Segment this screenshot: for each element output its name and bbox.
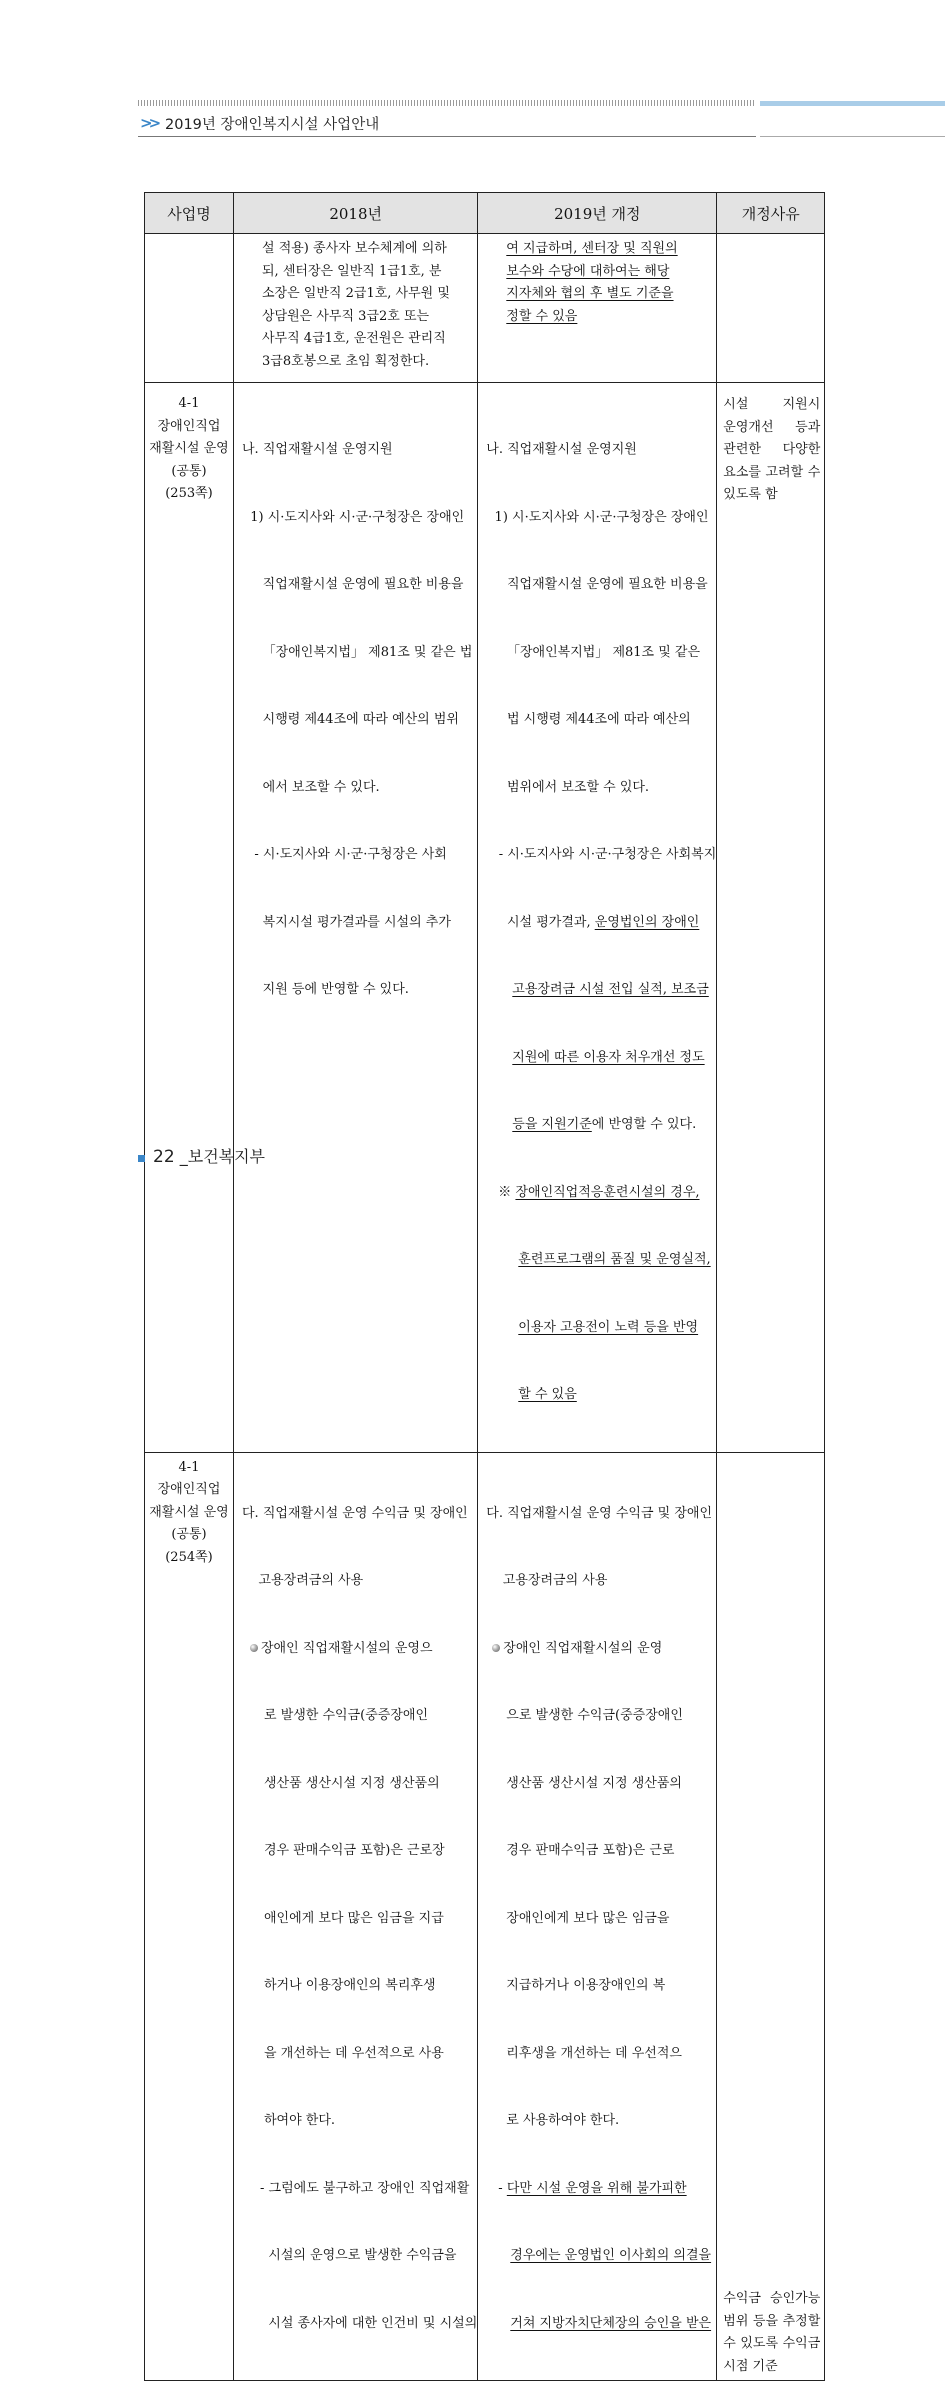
business-scope: (공통) xyxy=(171,463,207,479)
business-code: 4-1 xyxy=(178,396,200,411)
revised-text-segment: 장애인직업적응훈련시설의 경우, xyxy=(515,1184,700,1200)
cell-2019 xyxy=(478,234,717,383)
reason-cell xyxy=(717,234,825,383)
revised-text-line: 지원에 따른 이용자 처우개선 정도 xyxy=(512,1049,705,1065)
text-line: 「장애인복지법」 제81조 및 같은 법 xyxy=(242,644,473,660)
section-heading: 고용장려금의 사용 xyxy=(486,1573,608,1588)
text-line: - 그럼에도 불구하고 장애인 직업재활 xyxy=(260,2180,470,2196)
footer-separator: _ xyxy=(179,1147,188,1166)
page-number: 22 xyxy=(153,1147,175,1167)
revised-text-line: 정할 수 있음 xyxy=(506,308,578,324)
bullet-icon xyxy=(492,1644,500,1652)
text-line: 설 적용) 종사자 보수체계에 의하 xyxy=(262,241,447,256)
page-footer xyxy=(153,1144,265,1167)
text-line: 되, 센터장은 일반직 1급1호, 분 xyxy=(262,263,442,279)
revised-text-line: 지자체와 협의 후 별도 기준을 xyxy=(506,286,674,301)
text-line: 상담원은 사무직 3급2호 또는 xyxy=(262,308,430,324)
business-scope: (공통) xyxy=(171,1527,207,1542)
text-line: 3급8호봉으로 초임 획정한다. xyxy=(262,353,430,369)
footer-square-icon xyxy=(138,1155,145,1162)
text-line: 생산품 생산시설 지정 생산품의 xyxy=(506,1775,682,1791)
text-line: 로 발생한 수익금(중증장애인 xyxy=(264,1708,429,1723)
text-line: 하거나 이용장애인의 복리후생 xyxy=(264,1978,436,1993)
business-name-cell xyxy=(145,1452,234,2381)
section-heading: 다. 직업재활시설 운영 수익금 및 장애인 xyxy=(242,1505,468,1521)
text-line: 리후생을 개선하는 데 우선적으 xyxy=(506,2045,682,2061)
cell-2018 xyxy=(234,234,478,383)
cell-2018 xyxy=(234,1452,478,2381)
text-segment: 에 반영할 수 있다. xyxy=(591,1117,697,1132)
text-line: 생산품 생산시설 지정 생산품의 xyxy=(264,1775,440,1791)
cell-2019 xyxy=(478,383,717,1453)
revised-text-line: - 다만 시설 운영을 위해 불가피한 xyxy=(498,2180,687,2196)
text-line: 시설 종사자에 대한 인건비 및 시설의 xyxy=(260,2315,478,2331)
text-line: 경우 판매수익금 포함)은 근로장 xyxy=(264,1843,445,1858)
header-rule xyxy=(138,136,756,137)
text-line: 소장은 일반직 2급1호, 사무원 및 xyxy=(262,286,450,301)
text-line: 범위에서 보조할 수 있다. xyxy=(486,779,650,795)
column-header: 개정사유 xyxy=(717,193,825,234)
text-line: 1) 시·도지사와 시·군·구청장은 장애인 xyxy=(486,509,709,525)
bullet-icon xyxy=(250,1644,258,1652)
text-line: 사무직 4급1호, 운전원은 관리직 xyxy=(262,331,446,346)
text-line: 직업재활시설 운영에 필요한 비용을 xyxy=(242,577,464,592)
table-row xyxy=(145,1452,825,2381)
text-line: 지원 등에 반영할 수 있다. xyxy=(242,982,409,997)
revision-table xyxy=(144,192,825,2381)
revised-text-line: 여 지급하며, 센터장 및 직원의 xyxy=(506,241,678,256)
text-line: 지급하거나 이용장애인의 복 xyxy=(506,1978,666,1993)
text-line: 으로 발생한 수익금(중증장애인 xyxy=(506,1708,683,1723)
section-heading: 다. 직업재활시설 운영 수익금 및 장애인 xyxy=(486,1505,713,1521)
text-line: 장애인에게 보다 많은 임금을 xyxy=(506,1910,670,1926)
double-chevron-icon: >> xyxy=(140,114,158,132)
header-stripe xyxy=(138,100,756,106)
reason-cell xyxy=(717,1452,825,2381)
revised-text-line: 보수와 수당에 대하여는 해당 xyxy=(506,263,670,279)
table-row xyxy=(145,234,825,383)
publisher-name: 보건복지부 xyxy=(187,1147,266,1166)
text-line: 시설의 운영으로 발생한 수익금을 xyxy=(260,2248,457,2263)
dash-mark: - xyxy=(498,2180,507,2196)
running-header-title: 2019년 장애인복지시설 사업안내 xyxy=(165,117,380,133)
text-segment: 시설 평가결과, xyxy=(486,914,595,930)
business-name-cell xyxy=(145,234,234,383)
text-line: 을 개선하는 데 우선적으로 사용 xyxy=(264,2045,444,2061)
text-line: 직업재활시설 운영에 필요한 비용을 xyxy=(486,577,708,592)
header-rule-right xyxy=(760,136,945,137)
revised-text-line: 할 수 있음 xyxy=(518,1387,577,1402)
text-line: 시행령 제44조에 따라 예산의 범위 xyxy=(242,712,459,727)
text-line: 애인에게 보다 많은 임금을 지급 xyxy=(264,1910,444,1926)
section-heading: 나. 직업재활시설 운영지원 xyxy=(242,442,393,457)
revised-text-segment: 등을 지원기준 xyxy=(512,1117,592,1132)
text-line: 에서 보조할 수 있다. xyxy=(242,779,380,795)
revised-text-segment: 운영법인의 장애인 xyxy=(594,914,700,930)
text-line: 「장애인복지법」 제81조 및 같은 xyxy=(486,644,701,660)
revision-reason: 시설 지원시 운영개선 등과 관련한 다양한 요소를 고려할 수 있도록 함 xyxy=(723,397,821,502)
section-heading: 고용장려금의 사용 xyxy=(242,1573,364,1588)
cell-2019 xyxy=(478,1452,717,2381)
table-row xyxy=(145,383,825,1453)
business-name-line: 재활시설 운영 xyxy=(149,441,229,456)
revision-reason: 수익금 승인가능 범위 등을 추정할 수 있도록 수익금 시점 기준 xyxy=(723,2291,821,2374)
text-line xyxy=(486,1114,716,1137)
text-line: 복지시설 평가결과를 시설의 추가 xyxy=(242,914,451,930)
note-mark: ※ xyxy=(498,1184,512,1200)
bullet-line: 장애인 직업재활시설의 운영으 xyxy=(242,1638,477,1661)
revised-text-line: 이용자 고용전이 노력 등을 반영 xyxy=(518,1319,699,1335)
header-accent-bar xyxy=(760,101,945,106)
revised-text-line: 거쳐 지방자치단체장의 승인을 받은 xyxy=(510,2315,712,2331)
reason-cell xyxy=(717,383,825,1453)
text-line: - 시·도지사와 시·군·구청장은 사회복지 xyxy=(486,847,717,862)
cell-2018 xyxy=(234,383,478,1453)
text-line: 법 시행령 제44조에 따라 예산의 xyxy=(486,712,691,727)
page-reference: (253쪽) xyxy=(165,486,213,501)
table-header-row xyxy=(145,193,825,234)
column-header: 사업명 xyxy=(145,193,234,234)
note-line xyxy=(486,1182,716,1205)
column-header: 2019년 개정 xyxy=(478,193,717,234)
business-code: 4-1 xyxy=(178,1459,200,1475)
revised-text-line: 훈련프로그램의 품질 및 운영실적, xyxy=(518,1252,711,1267)
business-name-line: 재활시설 운영 xyxy=(149,1504,229,1520)
bullet-line: 장애인 직업재활시설의 운영 xyxy=(486,1638,716,1661)
revised-text-line: 고용장려금 시설 전입 실적, 보조금 xyxy=(512,982,709,997)
page-reference: (254쪽) xyxy=(165,1549,213,1565)
section-heading: 나. 직업재활시설 운영지원 xyxy=(486,442,637,457)
revised-text-line: 경우에는 운영법인 이사회의 의결을 xyxy=(510,2248,712,2263)
business-name-line: 장애인직업 xyxy=(157,418,221,434)
business-name-line: 장애인직업 xyxy=(157,1482,221,1497)
text-line: 로 사용하여야 한다. xyxy=(506,2113,620,2128)
column-header: 2018년 xyxy=(234,193,478,234)
business-name-cell xyxy=(145,383,234,1453)
text-line: 경우 판매수익금 포함)은 근로 xyxy=(506,1843,675,1858)
text-line xyxy=(486,912,716,935)
text-line: 1) 시·도지사와 시·군·구청장은 장애인 xyxy=(242,509,465,525)
text-line: 하여야 한다. xyxy=(264,2113,336,2128)
text-line: - 시·도지사와 시·군·구청장은 사회 xyxy=(242,847,447,862)
